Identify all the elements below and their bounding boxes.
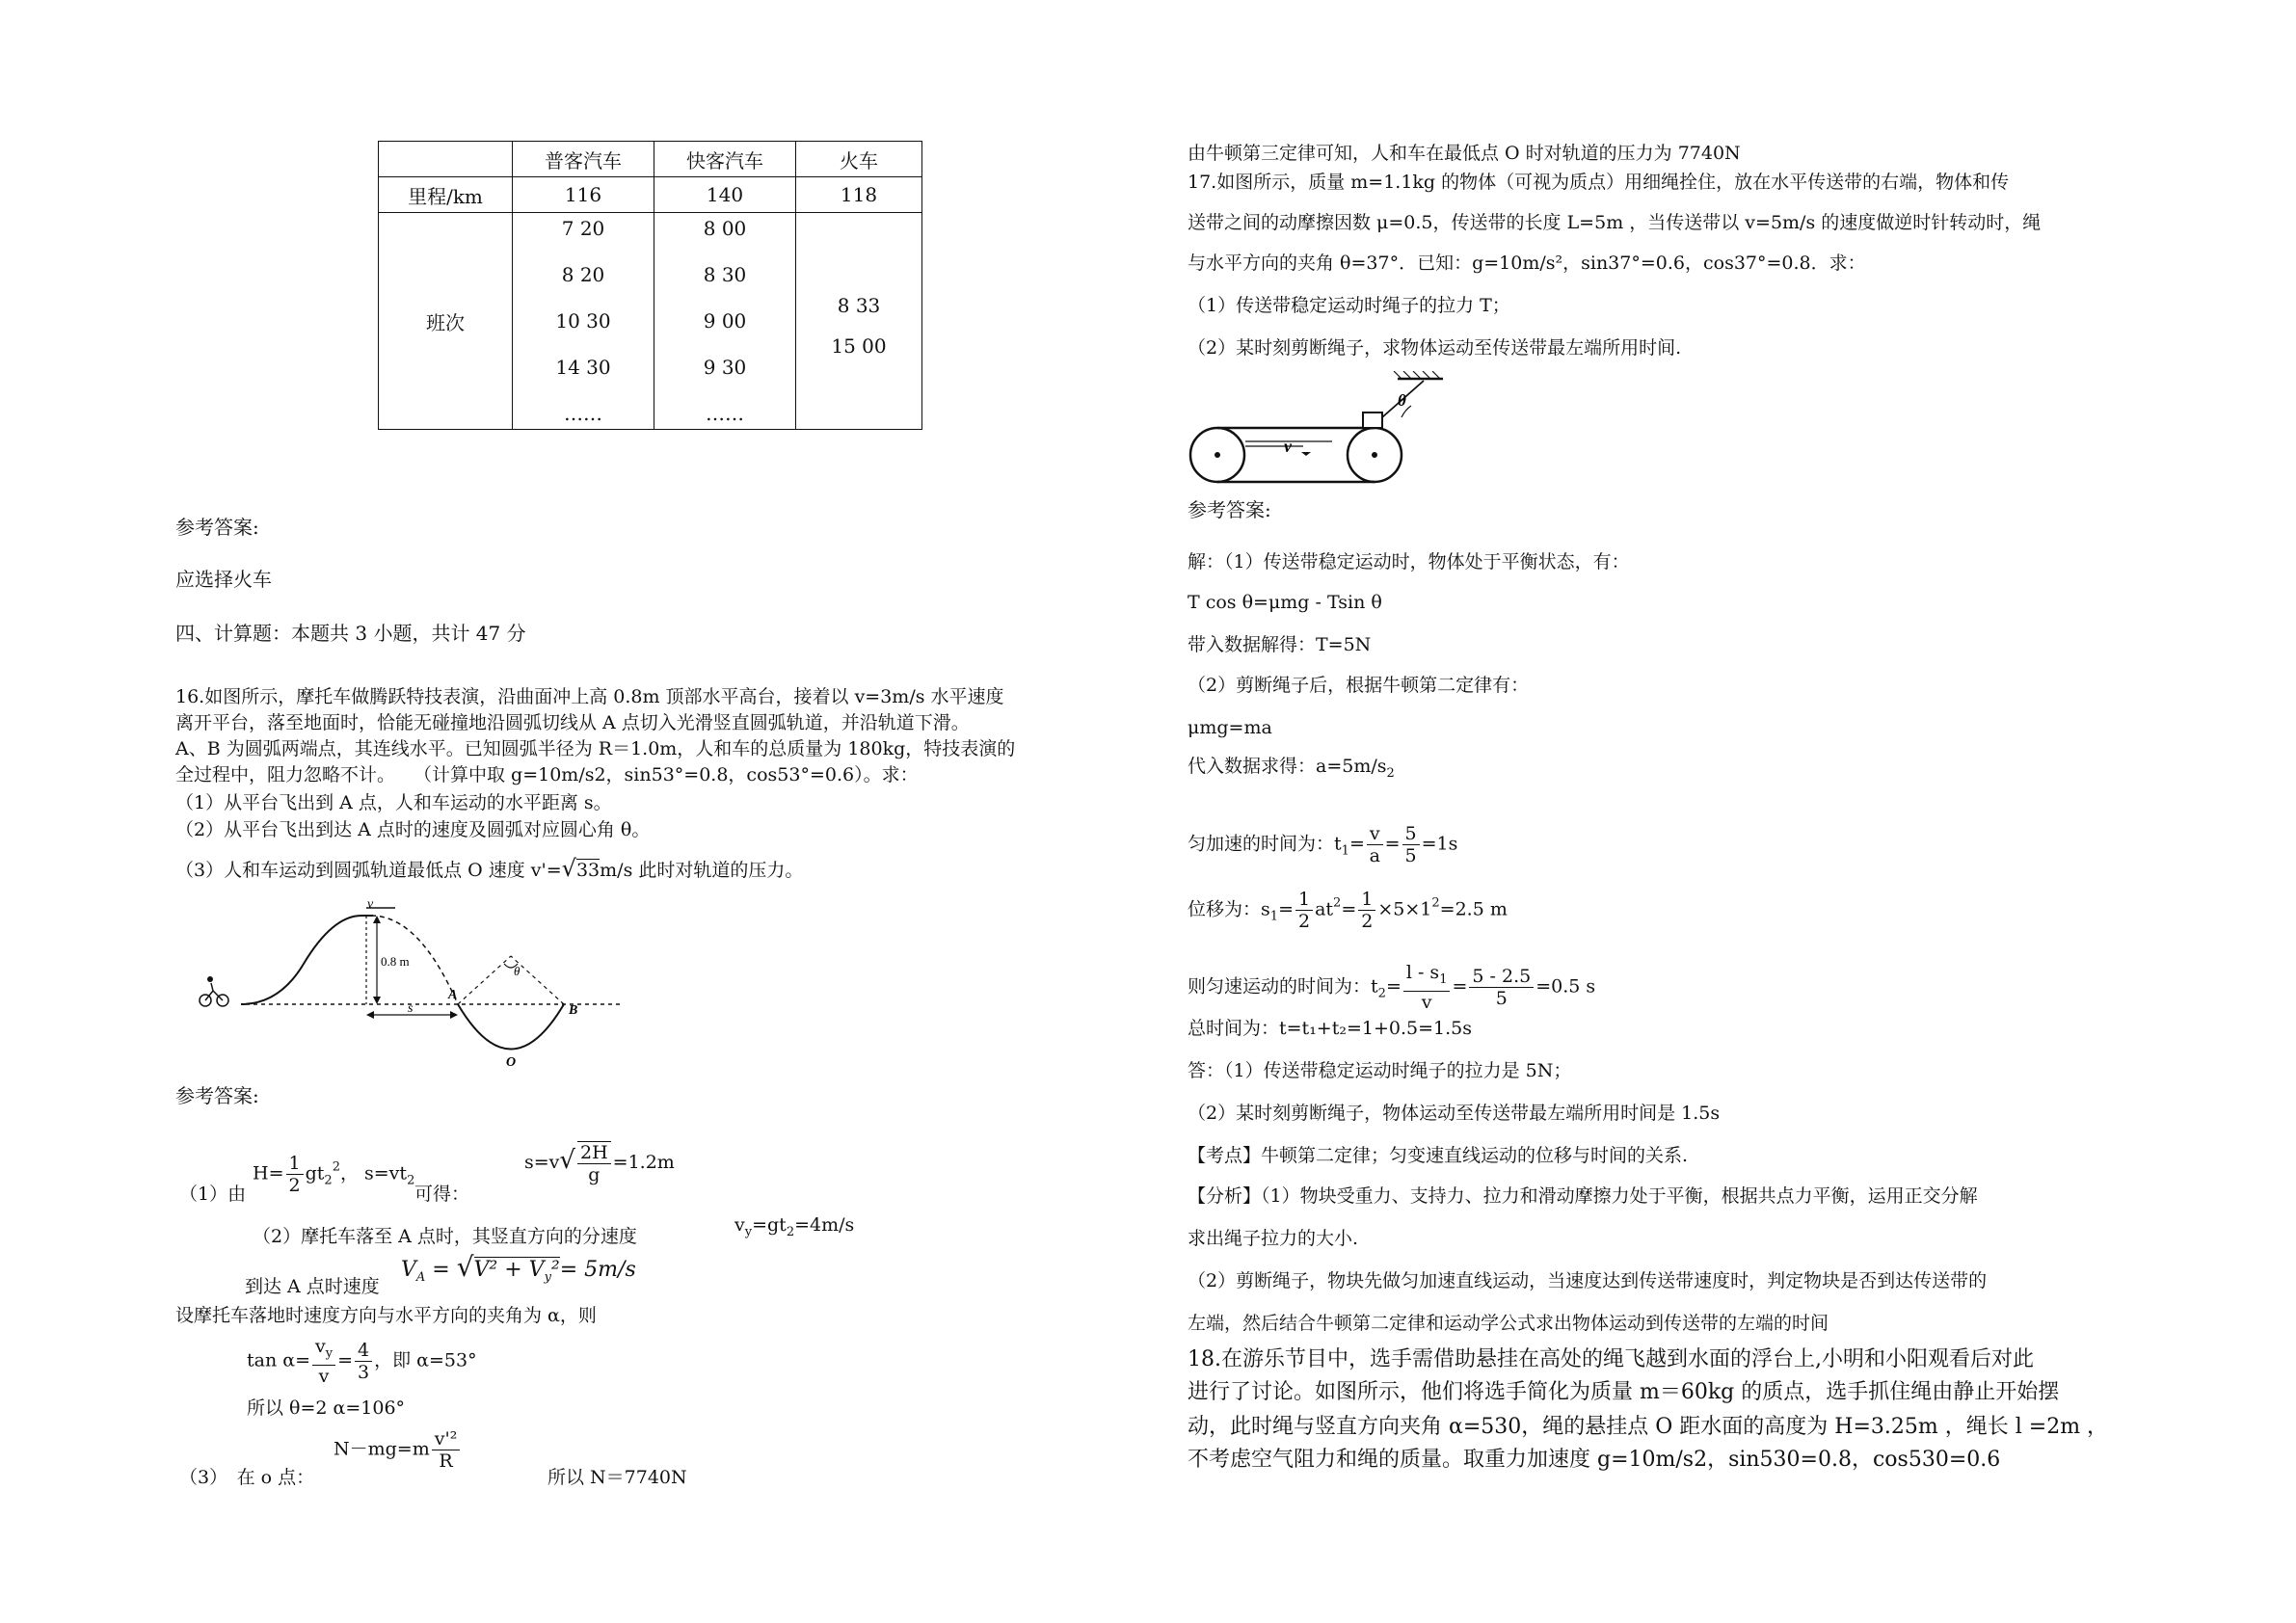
list-item: 15 00 [831,334,887,358]
solution-step-1-mid: 可得： [414,1184,470,1205]
conveyor-diagram [1188,371,1448,487]
label-theta: θ [514,964,521,978]
q17-line: 17.如图所示，质量 m=1.1kg 的物体（可视为质点）用细绳拴住，放在水平传送带的右端，物体和传 [1188,172,2010,193]
solution-step-1-prefix: （1）由 [179,1184,247,1205]
q18-line: 进行了讨论。如图所示，他们将选手简化为质量 m＝60kg 的质点，选手抓住绳由静止开始摆 [1188,1380,2060,1404]
q16-line: 离开平台，落至地面时，恰能无碰撞地沿圆弧切线从 A 点切入光滑竖直圆弧轨道，并沿轨道下滑。 [175,712,970,733]
q16-line: 全过程中，阻力忽略不计。 （计算中取 g=10m/s2，sin53°=0.8，cos53°=0.6）。求： [175,764,919,785]
answer-choice: 应选择火车 [175,568,272,591]
section-heading: 四、计算题：本题共 3 小题，共计 47 分 [175,622,526,645]
q16-line: （2）从平台飞出到达 A 点时的速度及圆弧对应圆心角 θ。 [175,819,651,840]
solution-step-3-eq: N－mg=m $\frac{\text{v'²}}{R}$ [334,1428,462,1472]
solution-t1: 匀加速的时间为：$t_1=$ $\frac{v}{a}$ = $\frac{5}{5}$ =1s [1188,823,1458,866]
solution-tan: tan α= $\frac{v_y}{v}$ = $\frac{4}{3}$ ，即 α=53° [247,1336,477,1387]
solution-step-2-text: （2）摩托车落至 A 点时，其竖直方向的分速度 [253,1226,637,1247]
solution-line: T cos θ=μmg - Tsin θ [1188,592,1382,613]
motorcycle-diagram [188,896,651,1070]
answer-ref-label-2: 参考答案: [175,1084,259,1107]
header-kuaike: 快客汽车 [654,142,796,177]
header-train: 火车 [796,142,922,177]
schedule-label: 班次 [379,213,513,430]
list-item: 10 30 [555,309,611,333]
fenxi-line: 【分析】（1）物块受重力、支持力、拉力和滑动摩擦力处于平衡，根据共点力平衡，运用正交分解 [1188,1185,1978,1207]
schedule-train [796,213,922,430]
label-s: s [408,1001,414,1016]
label-a: A [448,988,458,1002]
list-item: 8 20 [561,263,605,286]
label-v: v [1284,437,1292,456]
q16-line: A、B 为圆弧两端点，其连线水平。已知圆弧半径为 R＝1.0m，人和车的总质量为 180kg，特技表演的 [175,738,1016,759]
solution-line: 带入数据解得：T=5N [1188,634,1372,655]
label-o: O [506,1055,517,1070]
list-item: 8 00 [703,217,747,240]
solution-angle-text: 设摩托车落地时速度方向与水平方向的夹角为 α，则 [175,1305,597,1326]
solution-line: （2）剪断绳子后，根据牛顿第二定律有： [1188,675,1530,696]
header-empty [379,142,513,177]
solution-step-2-vy: $v_y=gt_2=4m/s$ [734,1214,855,1239]
solution-step-3-label: （3） 在 o 点： [179,1467,315,1488]
answer-ref-label: 参考答案: [175,516,259,539]
q18-line: 不考虑空气阻力和绳的质量。取重力加速度 g=10m/s2，sin530=0.8，cos530=0.6 [1188,1448,2001,1472]
schedule-kuaike [654,213,796,430]
q16-line: 16.如图所示，摩托车做腾跃特技表演，沿曲面冲上高 0.8m 顶部水平高台，接着以 v=3m/s 水平速度 [175,686,1004,707]
q16-line: （1）从平台飞出到 A 点，人和车运动的水平距离 s。 [175,792,612,813]
answer-line: （2）某时刻剪断绳子，物体运动至传送带最左端所用时间是 1.5s [1188,1103,1721,1124]
distance-train: 118 [796,177,922,213]
list-item: …… [706,402,744,425]
fenxi-line: （2）剪断绳子，物块先做匀加速直线运动，当速度达到传送带速度时，判定物块是否到达传送带的 [1188,1270,1988,1291]
q17-line: （1）传送带稳定运动时绳子的拉力 T； [1188,295,1510,316]
list-item: 8 33 [837,294,881,317]
solution-line: μmg=ma [1188,717,1272,738]
q18-line: 18.在游乐节目中，选手需借助悬挂在高处的绳飞越到水面的浮台上,小明和小阳观看后对此 [1188,1347,2034,1371]
fenxi-line: 求出绳子拉力的大小. [1188,1228,1359,1249]
distance-kuaike: 140 [654,177,796,213]
solution-t2: 则匀速运动的时间为：$t_2=$ $\frac{l - s_1}{v}$ = $\frac{5 - 2.5}{5}$ =0.5 s [1188,962,1596,1013]
label-b: B [569,1003,578,1018]
schedule-table [378,141,922,430]
list-item: …… [564,402,602,425]
solution-step-3-result: 所以 N＝7740N [547,1467,687,1488]
q17-line: （2）某时刻剪断绳子，求物体运动至传送带最左端所用时间. [1188,337,1682,359]
q16-part3: （3）人和车运动到圆弧轨道最低点 O 速度 v'=√33m/s 此时对轨道的压力。 [175,855,804,882]
solution-va-eq: $V_A = √V^2 + V_y^2= 5m/s$ [401,1251,636,1285]
distance-puke: 116 [513,177,654,213]
solution-s1: 位移为：$s_1=$ $\frac{1}{2}$ $at^2=$ $\frac{1}{2}$ $\times 5\times 1^2=2.5$ m [1188,889,1508,932]
right-line: 由牛顿第三定律可知，人和车在最低点 O 时对轨道的压力为 7740N [1188,143,1741,164]
solution-step-1-eq: H= $\frac{1}{2}$ $gt_2^2$， $s=vt_2$ [253,1153,415,1196]
label-v: v [367,897,374,912]
distance-label: 里程/km [379,177,513,213]
solution-total: 总时间为：t=t₁+t₂=1+0.5=1.5s [1188,1018,1473,1039]
solution-line: 解：（1）传送带稳定运动时，物体处于平衡状态，有： [1188,551,1630,572]
fenxi-line: 左端，然后结合牛顿第二定律和运动学公式求出物体运动到传送带的左端的时间 [1188,1313,1829,1334]
list-item: 7 20 [561,217,605,240]
kaodian-line: 【考点】牛顿第二定律；匀变速直线运动的位移与时间的关系. [1188,1145,1689,1166]
list-item: 9 00 [703,309,747,333]
schedule-puke [513,213,654,430]
solution-theta: 所以 θ=2 α=106° [247,1397,406,1419]
answer-line: 答：（1）传送带稳定运动时绳子的拉力是 5N； [1188,1060,1572,1081]
list-item: 14 30 [555,356,611,379]
label-height: 0.8 m [381,954,410,969]
q17-line: 与水平方向的夹角 θ=37°．已知：g=10m/s²，sin37°=0.6，cos37°=0.8．求： [1188,253,1866,274]
list-item: 8 30 [703,263,747,286]
q18-line: 动，此时绳与竖直方向夹角 α=530，绳的悬挂点 O 距水面的高度为 H=3.25m ，绳长 l =2m ， [1188,1415,2109,1439]
solution-accel: 代入数据求得：$a=5m/s_2$ [1188,756,1395,781]
solution-step-1-result: s=v√ $\frac{2H}{g}$ =1.2m [524,1142,675,1185]
q17-line: 送带之间的动摩擦因数 μ=0.5，传送带的长度 L=5m ，当传送带以 v=5m/s 的速度做逆时针转动时，绳 [1188,212,2042,233]
header-puke: 普客汽车 [513,142,654,177]
label-theta: θ [1398,391,1406,410]
list-item: 9 30 [703,356,747,379]
solution-va-text: 到达 A 点时速度 [245,1276,380,1297]
answer-ref-label-3: 参考答案: [1188,498,1271,521]
